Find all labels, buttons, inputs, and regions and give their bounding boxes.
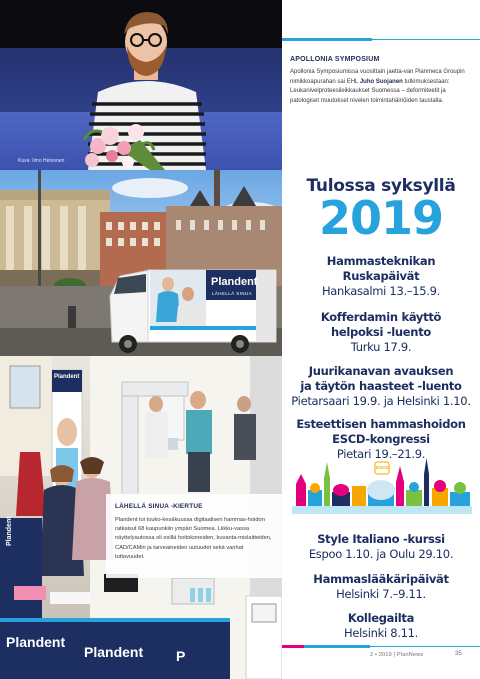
- van-brand-logo: Plandent: [211, 276, 258, 288]
- symposium-text: [290, 68, 470, 106]
- event-ruskapaivat: [282, 254, 480, 299]
- symposium-text-end: tutkimuksestaan: Leukanivelproteesileikkaukset Suomessa – deformiteetit ja patologiset muutokset nivelen toimintahäiriöiden taustalla.: [290, 78, 450, 104]
- van-brand-subtitle: LÄHELLÄ SINUA: [212, 291, 252, 296]
- tour-text: Plandent toi touko-kesäkuussa digitaalisen hammas-hoidon ratkaisut 68 kaupunkiin ympäri Suomea. Liikku-vassa näyttelyautossa oli esillä hoitokoneiden, kuvanta-mislaitteiden, CAD/CAMin ja tarveaineiden uutuudet sekä vanhat tuttavuudet.: [115, 517, 272, 560]
- event-date: Turku 17.9.: [350, 340, 412, 354]
- event-date: Helsinki 7.–9.11.: [336, 587, 426, 601]
- event-name-line: Ruskapäivät: [342, 269, 420, 283]
- photo-credit: Kuva: Ilmo Heinonen: [18, 158, 65, 164]
- event-name-line: ja täytön haasteet -luento: [300, 379, 462, 393]
- photo-square-van: [0, 170, 282, 356]
- booth-banner-logo: Plandent: [54, 374, 80, 380]
- event-name-line: Juurikanavan avauksen: [308, 364, 454, 378]
- event-name-line: Kofferdamin käyttö: [320, 310, 442, 324]
- city-square-scene: [0, 170, 282, 356]
- event-juurikanava: [282, 364, 480, 409]
- tour-caption: [106, 494, 282, 578]
- recipient-name: Juho Suojanen: [359, 78, 403, 85]
- symposium-text-start: Apollonia Symposiumissa vuosittain jaetta-van Planmeca Groupin nimikkoapurahan sai EHL: [290, 69, 465, 85]
- event-name-line: Hammasteknikan: [326, 254, 436, 268]
- upcoming-year: 2019: [318, 191, 444, 245]
- event-name-line: Hammaslääkäripäivät: [313, 572, 449, 586]
- escd-badge: ESCD: [376, 465, 389, 470]
- event-name-line: ESCD-kongressi: [332, 432, 430, 446]
- tour-heading: LÄHELLÄ SINUA -KIERTUE: [115, 503, 203, 510]
- event-name-line: Esteettisen hammashoidon: [296, 417, 466, 431]
- symposium-heading: APOLLONIA SYMPOSIUM: [290, 56, 380, 63]
- photo-award-recipient: [0, 0, 282, 170]
- event-name-line: Kollegailta: [347, 611, 415, 625]
- symposium-caption: [290, 56, 470, 106]
- tablecloth-logo-left: Plandent: [6, 634, 66, 650]
- event-hammaslaakaripaivat: [282, 572, 480, 602]
- event-kollegailta: [282, 611, 480, 641]
- event-date: Hankasalmi 13.–15.9.: [321, 284, 441, 298]
- event-style-italiano: [282, 532, 480, 562]
- tablecloth-logo-middle: Plandent: [84, 644, 144, 660]
- event-date: Pietari 19.–21.9.: [336, 447, 426, 461]
- footer-accent-bar: [282, 645, 480, 648]
- event-name-line: helpoksi -luento: [331, 325, 431, 339]
- event-kofferdam: [282, 310, 480, 355]
- event-date: Espoo 1.10. ja Oulu 29.10.: [308, 547, 454, 561]
- event-date: Pietarsaari 19.9. ja Helsinki 1.10.: [291, 394, 471, 408]
- event-date: Helsinki 8.11.: [344, 626, 418, 640]
- page-number: 35: [455, 651, 462, 657]
- event-name-line: Style Italiano -kurssi: [317, 532, 445, 546]
- booth-side-logo: Plandent: [6, 516, 13, 546]
- speaker-figure: [0, 0, 282, 170]
- tablecloth-logo-right: P: [176, 648, 186, 664]
- footer-issue: 2 • 2019 | PlanNews: [370, 652, 424, 658]
- top-accent-bar: [282, 38, 480, 41]
- upcoming-heading: Tulossa syksyllä: [306, 176, 456, 196]
